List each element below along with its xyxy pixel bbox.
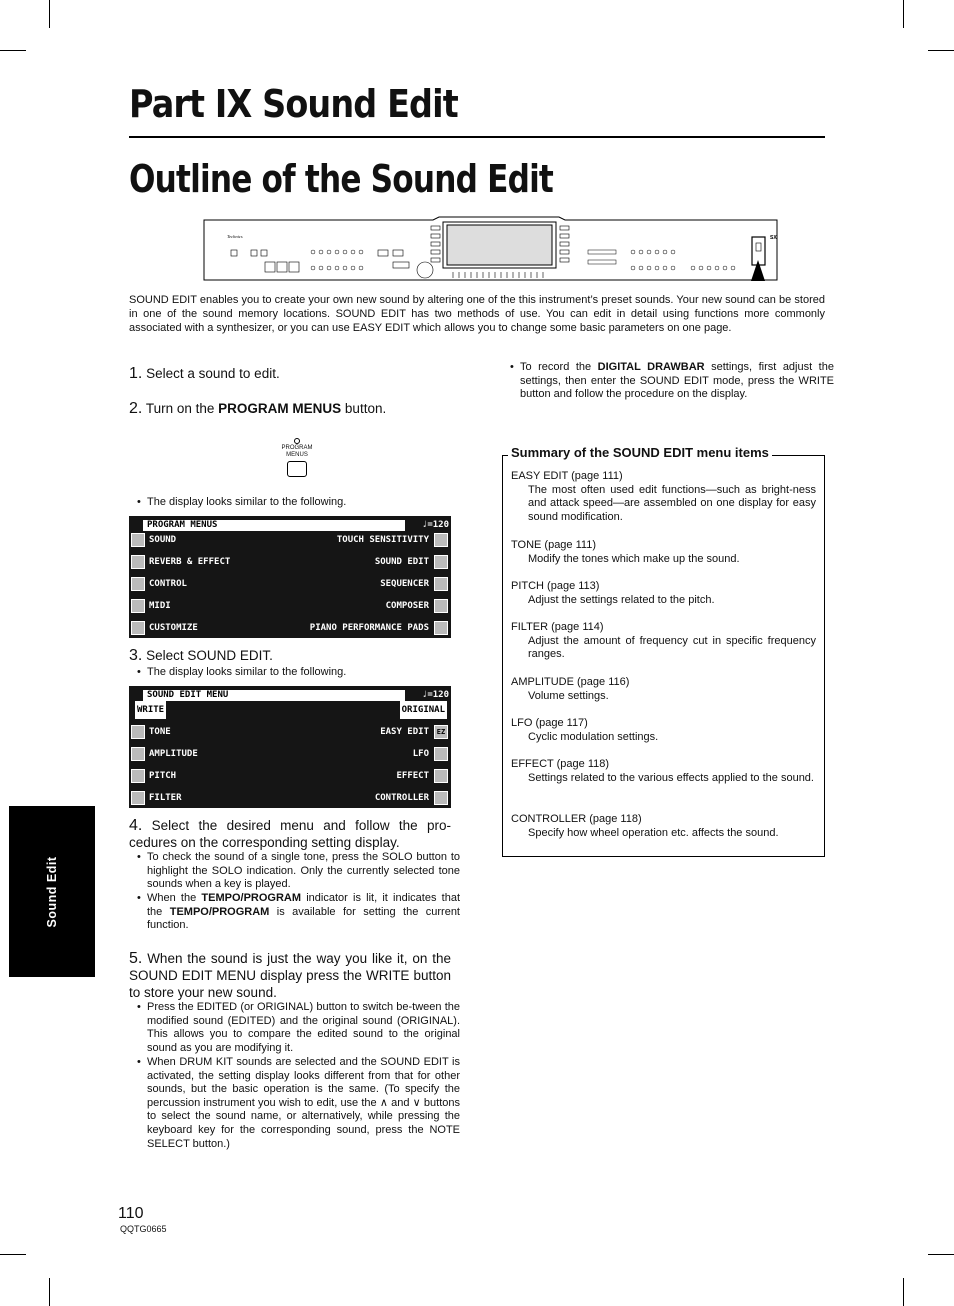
menu-controller[interactable]: CONTROLLER	[374, 793, 429, 803]
menu-piano-performance-pads[interactable]: PIANO PERFORMANCE PADS	[309, 623, 429, 633]
lcd-row	[129, 745, 451, 763]
midi-icon	[131, 599, 145, 613]
panel-model-badge	[770, 235, 777, 241]
lcd-row	[129, 597, 451, 615]
crop-mark	[903, 0, 904, 28]
note-digital-drawbar: • To record the DIGITAL DRAWBAR settings, first adjust the settings, then enter the SOUND EDIT mode, press the WRITE button and follow the procedure on the display.	[510, 361, 834, 402]
side-tab	[9, 806, 95, 977]
touch-icon	[434, 533, 448, 547]
lcd-row	[129, 575, 451, 593]
button-body	[287, 461, 307, 477]
panel-brand	[227, 234, 243, 239]
composer-icon	[434, 599, 448, 613]
lcd-header: SOUND EDIT MENU	[143, 690, 405, 701]
step-1: 1. Select a sound to edit.	[129, 365, 280, 382]
program-menus-button-illustration	[278, 438, 316, 477]
crop-mark	[928, 1254, 954, 1255]
summary-item-easy-edit: EASY EDIT (page 111) The most often used edit functions—such as bright-ness and attack speed—are assembled on one display for easy sound modification.	[511, 470, 816, 523]
menu-sequencer[interactable]: SEQUENCER	[380, 579, 429, 589]
lcd-program-menus	[129, 516, 451, 638]
note-drum-kit: • When DRUM KIT sounds are selected and the SOUND EDIT is activated, the setting display looks different from that for other sounds, but the basic operation is the same. (To specify the percussion instrument you wish to edit, use the ∧ and ∨ buttons to select the sound name, or alternatively, while pressing the keyboard key for the corresponding sound, press the NOTE SELECT button.)	[137, 1056, 460, 1151]
side-tab-label: Sound Edit	[45, 856, 59, 928]
lcd-row	[129, 619, 451, 637]
crop-mark	[903, 1278, 904, 1306]
note-display-1: • The display looks similar to the following.	[137, 496, 462, 510]
lcd-row	[129, 701, 451, 719]
reverb-icon	[131, 555, 145, 569]
summary-item-effect: EFFECT (page 118) Settings related to the various effects applied to the sound.	[511, 758, 814, 784]
control-panel-illustration	[203, 216, 778, 281]
summary-item-amplitude: AMPLITUDE (page 116) Volume settings.	[511, 676, 630, 702]
filter-icon	[131, 791, 145, 805]
lcd-sound-edit-menu	[129, 686, 451, 808]
part-title: Part IX Sound Edit	[129, 82, 458, 126]
summary-item-controller: CONTROLLER (page 118) Specify how wheel operation etc. affects the sound.	[511, 813, 779, 839]
note-solo: • To check the sound of a single tone, press the SOLO button to highlight the SOLO indication. Only the currently selected tone sounds when a key is played.	[137, 851, 460, 892]
pitch-icon	[131, 769, 145, 783]
note-display-2: • The display looks similar to the following.	[137, 666, 462, 680]
effect-icon	[434, 769, 448, 783]
title-rule	[129, 136, 825, 138]
sequencer-icon	[434, 577, 448, 591]
crop-mark	[0, 1254, 26, 1255]
summary-item-lfo: LFO (page 117) Cyclic modulation settings.	[511, 717, 659, 743]
menu-effect[interactable]: EFFECT	[396, 771, 429, 781]
menu-customize[interactable]: CUSTOMIZE	[149, 623, 198, 633]
lcd-row	[129, 531, 451, 549]
menu-lfo[interactable]: LFO	[412, 749, 429, 759]
customize-icon	[131, 621, 145, 635]
lcd-tempo: ♩=120	[421, 520, 449, 530]
pads-icon	[434, 621, 448, 635]
indicator-led	[294, 438, 300, 444]
page-number: 110	[118, 1205, 144, 1222]
menu-filter[interactable]: FILTER	[149, 793, 182, 803]
menu-sound[interactable]: SOUND	[149, 535, 177, 545]
button-label: PROGRAM MENUS	[281, 445, 313, 458]
lcd-tempo: ♩=120	[421, 690, 449, 700]
menu-pitch[interactable]: PITCH	[149, 771, 177, 781]
menu-composer[interactable]: COMPOSER	[385, 601, 429, 611]
step-2: 2. Turn on the PROGRAM MENUS button.	[129, 400, 387, 417]
menu-sound-edit[interactable]: SOUND EDIT	[374, 557, 429, 567]
sound-icon	[131, 533, 145, 547]
easy-edit-icon: EZ	[434, 725, 448, 739]
lcd-header: PROGRAM MENUS	[143, 520, 405, 531]
note-tempo-program: • When the TEMPO/PROGRAM indicator is lit, it indicates that the TEMPO/PROGRAM is available for setting the current function.	[137, 892, 460, 933]
step-5: 5. When the sound is just the way you like it, on the SOUND EDIT MENU display press the WRITE button to store your new sound.	[129, 950, 451, 1000]
step-4: 4. Select the desired menu and follow the pro-cedures on the corresponding setting display.	[129, 817, 451, 850]
summary-item-pitch: PITCH (page 113) Adjust the settings related to the pitch.	[511, 580, 715, 606]
menu-tone[interactable]: TONE	[149, 727, 171, 737]
note-edited-original: • Press the EDITED (or ORIGINAL) button to switch be-tween the modified sound (EDITED) and the original sound (ORIGINAL). This allows you to compare the edited sound to the original sound as you are modifying it.	[137, 1001, 460, 1055]
control-icon	[131, 577, 145, 591]
sound-edit-icon	[434, 555, 448, 569]
crop-mark	[0, 50, 26, 51]
doc-code: QQTG0665	[120, 1224, 167, 1234]
controller-icon	[434, 791, 448, 805]
amplitude-icon	[131, 747, 145, 761]
write-button[interactable]: WRITE	[135, 701, 166, 719]
menu-reverb-effect[interactable]: REVERB & EFFECT	[149, 557, 231, 567]
section-title: Outline of the Sound Edit	[129, 157, 554, 201]
svg-text:SX: SX	[770, 235, 777, 241]
svg-text:Technics: Technics	[227, 234, 243, 239]
lcd-row	[129, 789, 451, 807]
summary-item-filter: FILTER (page 114) Adjust the amount of frequency cut in specific frequency ranges.	[511, 621, 816, 661]
intro-paragraph: SOUND EDIT enables you to create your own new sound by altering one of the this instrument’s preset sounds. Your new sound can be stored in one of the sound memory locations. SOUND EDIT has two methods of use. You can edit in detail using functions more commonly associated with a synthesizer, or you can use EASY EDIT which allows you to change some basic parameters on one page.	[129, 294, 825, 334]
lcd-row	[129, 553, 451, 571]
menu-easy-edit[interactable]: EASY EDIT	[380, 727, 429, 737]
lfo-icon	[434, 747, 448, 761]
tone-icon	[131, 725, 145, 739]
crop-mark	[928, 50, 954, 51]
menu-amplitude[interactable]: AMPLITUDE	[149, 749, 198, 759]
menu-touch-sensitivity[interactable]: TOUCH SENSITIVITY	[336, 535, 429, 545]
step-3: 3. Select SOUND EDIT.	[129, 647, 273, 664]
menu-midi[interactable]: MIDI	[149, 601, 171, 611]
summary-title: Summary of the SOUND EDIT menu items	[508, 445, 772, 460]
summary-item-tone: TONE (page 111) Modify the tones which make up the sound.	[511, 539, 740, 565]
original-button[interactable]: ORIGINAL	[400, 701, 447, 719]
lcd-row	[129, 767, 451, 785]
crop-mark	[49, 1278, 50, 1306]
menu-control[interactable]: CONTROL	[149, 579, 187, 589]
crop-mark	[49, 0, 50, 28]
lcd-row	[129, 723, 451, 741]
